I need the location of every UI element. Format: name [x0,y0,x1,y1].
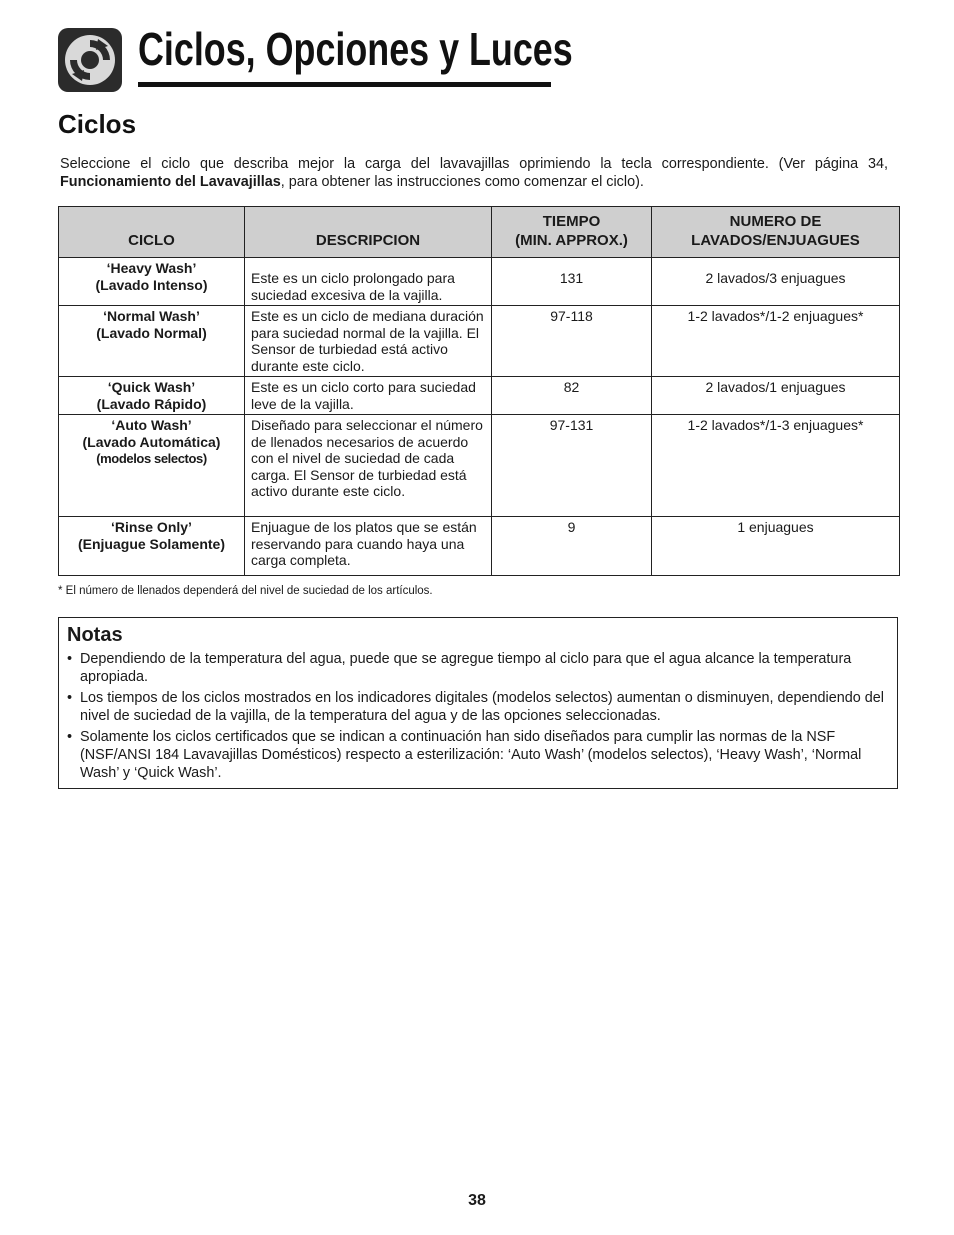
cycle-model-note: (modelos selectos) [96,451,207,466]
cycle-description: Enjuague de los platos que se están reservando para cuando haya una carga completa. [245,517,492,576]
notes-list [67,650,893,785]
table-row [59,258,900,306]
bullet-glyph: • [67,729,73,745]
cycle-name-cell [59,377,245,415]
table-footnote: * El número de llenados dependerá del nivel de suciedad de los artículos. [58,585,433,597]
header-time-line1: TIEMPO [542,213,601,230]
note-text: Los tiempos de los ciclos mostrados en los indicadores digitales (modelos selectos) aumentan o disminuyen, dependiendo del nivel de suciedad de la vajilla, de la temperatura del agua y de las opciones seleccionadas. [80,690,884,724]
cycle-name-es: (Lavado Rápido) [96,395,207,412]
title-underline [138,82,551,87]
section-title: Ciclos [58,109,137,139]
list-item [67,728,893,782]
table-header-row [59,207,900,258]
cycle-name-es: (Lavado Intenso) [95,276,208,293]
cycle-washes: 1 enjuagues [652,517,900,576]
cycle-name: ‘Heavy Wash’ [106,260,197,276]
cycle-washes: 1-2 lavados*/1-2 enjuagues* [652,306,900,377]
cycles-table [58,206,900,576]
table-row [59,517,900,576]
cycle-name-cell [59,517,245,576]
cycle-time: 9 [492,517,652,576]
table-row [59,415,900,517]
cycle-name-es: (Enjuague Solamente) [77,535,226,552]
note-text: Dependiendo de la temperatura del agua, puede que se agregue tiempo al ciclo para que el agua alcance la temperatura apropiada. [80,651,852,685]
bullet-glyph: • [67,651,73,667]
table-row [59,306,900,377]
intro-text-after: , para obtener las instrucciones como comenzar el ciclo). [280,174,644,190]
cycle-time: 97-131 [492,415,652,517]
cycle-washes: 2 lavados/3 enjuagues [652,258,900,306]
cycle-description: Este es un ciclo de mediana duración para suciedad normal de la vajilla. El Sensor de turbiedad está activo durante este ciclo. [245,306,492,377]
cycle-name-cell [59,306,245,377]
cycle-time: 97-118 [492,306,652,377]
intro-bold-link: Funcionamiento del Lavavajillas [60,174,281,190]
cycle-washes: 1-2 lavados*/1-3 enjuagues* [652,415,900,517]
cycle-name-es: (Lavado Normal) [96,324,207,341]
header-time [492,207,652,258]
page-title: Ciclos, Opciones y Luces [138,23,573,75]
cycle-description: Este es un ciclo corto para suciedad leve de la vajilla. [245,377,492,415]
notes-box [58,617,898,789]
header-time-line2: (MIN. APPROX.) [515,232,628,249]
list-item [67,689,893,725]
cycle-name-es: (Lavado Automática) [82,433,221,450]
cycle-name: ‘Quick Wash’ [107,379,196,395]
header-washes [652,207,900,258]
cycle-time: 82 [492,377,652,415]
cycle-name: ‘Normal Wash’ [103,308,200,324]
page-number: 38 [468,1192,486,1209]
table-row [59,377,900,415]
note-text: Solamente los ciclos certificados que se indican a continuación han sido diseñados para cumplir las normas de la NSF (NSF/ANSI 184 Lavavajillas Domésticos) respecto a esterilización: ‘Auto Wash’ (modelos selectos), ‘Heavy Wash’, ‘Normal Wash’ y ‘Quick Wash’. [80,729,862,781]
cycle-name: ‘Rinse Only’ [111,519,192,535]
intro-paragraph [60,155,888,191]
intro-text-before: Seleccione el ciclo que describa mejor la carga del lavavajillas oprimiendo la tecla correspondiente. (Ver página 34, [60,156,888,172]
cycle-description: Diseñado para seleccionar el número de llenados necesarios de acuerdo con el nivel de suciedad de cada carga. El Sensor de turbiedad está activo durante este ciclo. [245,415,492,517]
cycle-name-cell [59,415,245,517]
cycle-time: 131 [492,258,652,306]
cycle-description: Este es un ciclo prolongado para suciedad excesiva de la vajilla. [245,258,492,306]
header-washes-line2: LAVADOS/ENJUAGUES [691,232,860,249]
cycle-name-cell [59,258,245,306]
notes-title: Notas [67,624,123,646]
header-description: DESCRIPCION [245,207,492,258]
header-washes-line1: NUMERO DE [729,213,822,230]
header-cycle: CICLO [59,207,245,258]
bullet-glyph: • [67,690,73,706]
list-item [67,650,893,686]
cycle-name: ‘Auto Wash’ [111,417,192,433]
cycle-washes: 2 lavados/1 enjuagues [652,377,900,415]
circular-arrows-icon [58,28,122,92]
